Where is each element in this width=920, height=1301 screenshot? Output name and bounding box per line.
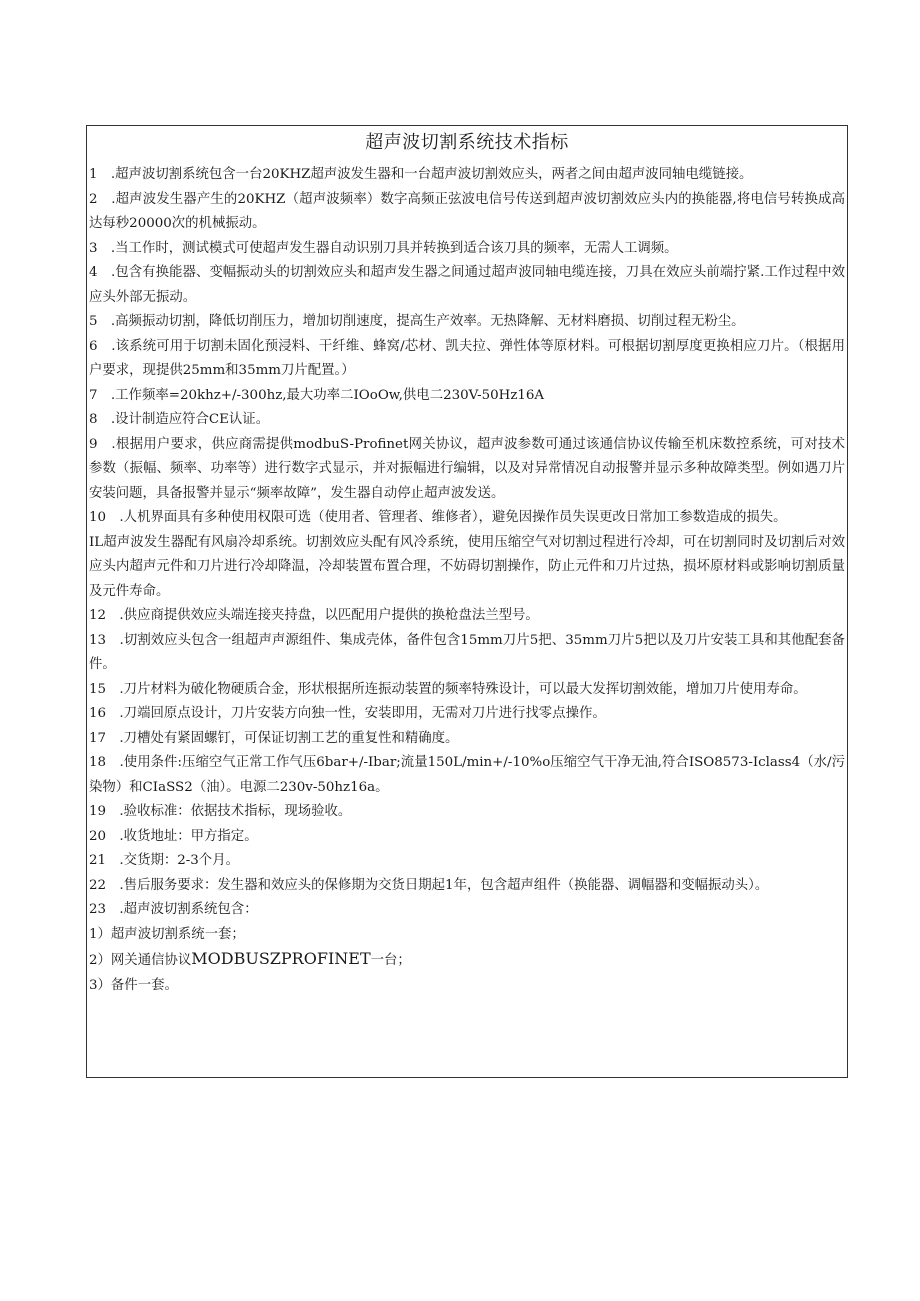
spec-item-11: IL超声波发生器配有风扇冷却系统。切割效应头配有风冷系统，使用压缩空气对切割过程进行冷却，可在切割同时及切割后对效应头内超声元件和刀片进行冷却降温，冷却装置布置合理，不妨碍切割操作，防止元件和刀片过热，损坏原材料或影响切割质量及元件寿命。 [89, 534, 845, 599]
spec-item-4: 4 .包含有换能器、变幅振动头的切割效应头和超声发生器之间通过超声波同轴电缆连接，刀具在效应头前端拧紧.工作过程中效应头外部无振动。 [89, 265, 845, 305]
spec-item-8: 8 .设计制造应符合CE认证。 [89, 412, 270, 427]
included-item-2 [89, 947, 845, 974]
included-item-2-code: MODBUSZPROFINET [191, 949, 371, 968]
spec-item-1: 1 .超声波切割系统包含一台20KHZ超声波发生器和一台超声波切割效应头，两者之间由超声波同轴电缆链接。 [89, 167, 753, 182]
included-item-2-prefix: 2）网关通信协议 [89, 953, 192, 968]
spec-item-20: 20 .收货地址：甲方指定。 [89, 828, 258, 844]
spec-item-9: 9 .根据用户要求，供应商需提供modbuS-Profinet网关协议，超声波参数可通过该通信协议传输至机床数控系统，可对技术参数（振幅、频率、功率等）进行数字式显示，并对振幅进行编辑，以及对异常情况自动报警并显示多种故障类型。例如遇刀片安装问题，具备报警并显示“频率故障”，发生器自动停止超声波发送。 [89, 436, 845, 501]
spec-item-3: 3 .当工作时，测试模式可使超声发生器自动识别刀具并转换到适合该刀具的频率，无需人工调频。 [89, 240, 678, 256]
spec-item-23: 23 .超声波切割系统包含： [89, 902, 258, 917]
spec-item-16: 16 .刀端回原点设计，刀片安装方向独一性，安装即用，无需对刀片进行找零点操作。 [89, 706, 606, 721]
document-title: 超声波切割系统技术指标 [365, 132, 569, 153]
spec-item-12: 12 .供应商提供效应头端连接夹持盘，以匹配用户提供的换枪盘法兰型号。 [89, 608, 539, 623]
spec-table [86, 125, 848, 1078]
spec-item-22: 22 .售后服务要求：发生器和效应头的保修期为交货日期起1年，包含超声组件（换能器、调幅器和变幅振动头）。 [89, 877, 769, 893]
spec-item-18: 18 .使用条件:压缩空气正常工作气压6bar+/-Ibar;流量150L∕min+/-10%o压缩空气干净无油,符合ISO8573-Iclass4（水/污染物）和CIaSS2（油）。电源二230v-50hz16a。 [89, 755, 845, 795]
spec-item-13: 13 .切割效应头包含一组超声声源组件、集成壳体，备件包含15mm刀片5把、35mm刀片5把以及刀片安装工具和其他配套备件。 [89, 632, 845, 672]
spec-item-19: 19 .验收标准：依据技术指标，现场验收。 [89, 804, 352, 819]
spec-item-21: 21 .交货期：2-3个月。 [89, 853, 239, 868]
spec-item-2: 2 .超声波发生器产生的20KHZ（超声波频率）数字高频正弦波电信号传送到超声波切割效应头内的换能器,将电信号转换成高达每秒20000次的机械振动。 [89, 191, 845, 231]
included-item-2-suffix: 一台； [370, 953, 411, 968]
spec-item-17: 17 .刀槽处有紧固螺钉，可保证切割工艺的重复性和精确度。 [89, 730, 459, 746]
included-item-1: 1）超声波切割系统一套； [89, 926, 245, 942]
spec-item-5: 5 .高频振动切割，降低切削压力，增加切削速度，提高生产效率。无热降解、无材料磨损、切削过程无粉尘。 [89, 314, 745, 329]
included-item-3: 3）备件一套。 [89, 977, 178, 993]
spec-item-10: 10 .人机界面具有多种使用权限可选（使用者、管理者、维修者），避免因操作员失误更改日常加工参数造成的损失。 [89, 510, 787, 525]
spec-list [89, 163, 845, 998]
spec-item-7: 7 .工作频率=20khz+∕-300hz,最大功率二IOoOw,供电二230V-50Hz16A [89, 387, 545, 403]
spec-item-15: 15 .刀片材料为破化物硬质合金，形状根据所连振动装置的频率特殊设计，可以最大发挥切割效能，增加刀片使用寿命。 [89, 681, 807, 697]
spec-item-6: 6 .该系统可用于切割未固化预浸料、干纤维、蜂窝/芯材、凯夫拉、弹性体等原材料。可根据切割厚度更换相应刀片。（根据用户要求，现提供25mm和35mm刀片配置。） [89, 338, 845, 378]
